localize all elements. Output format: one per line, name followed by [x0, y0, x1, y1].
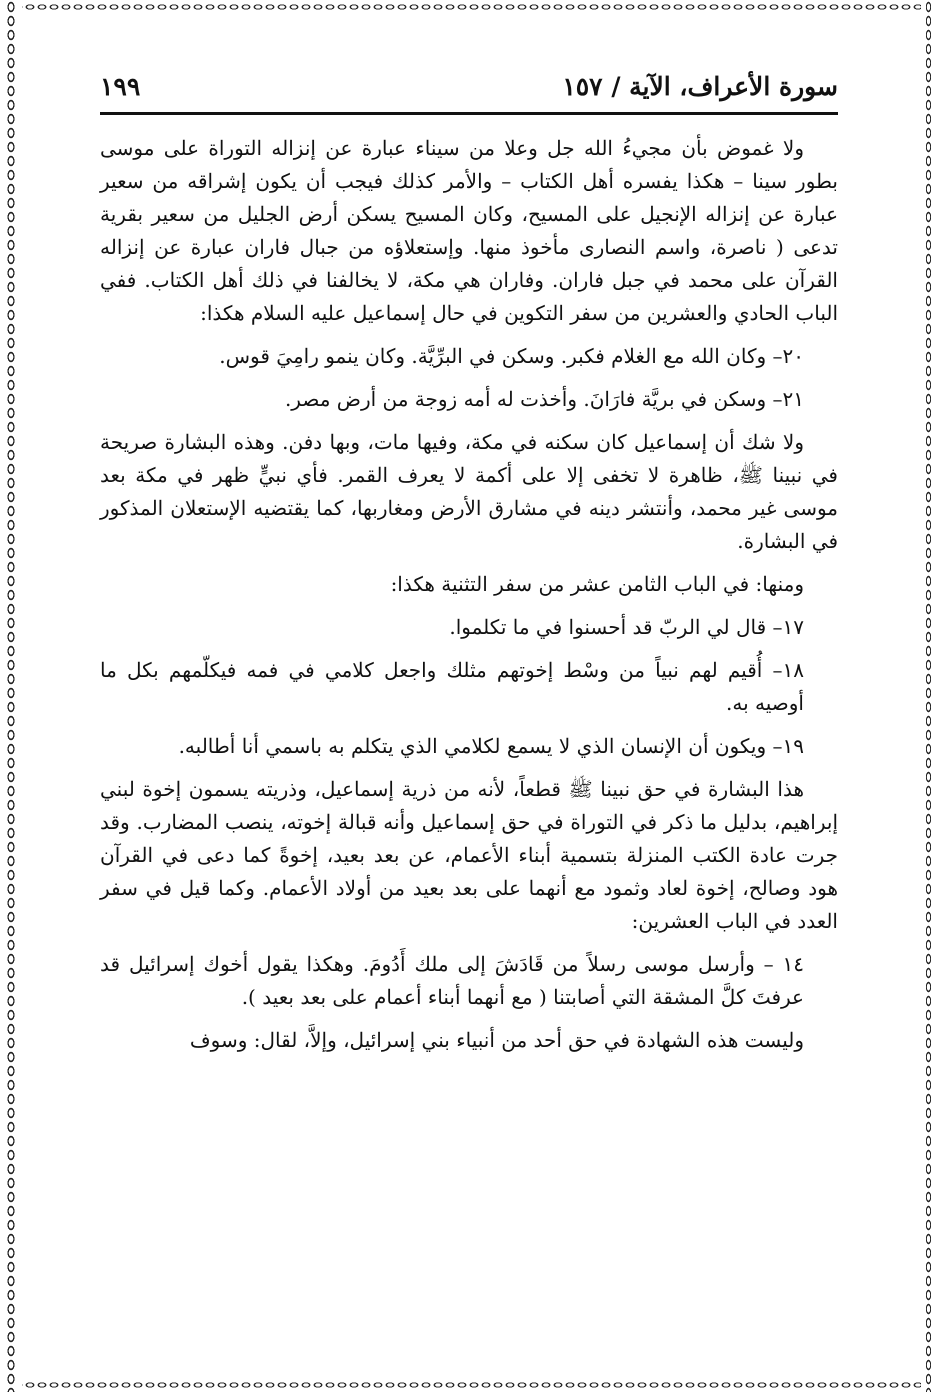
verse-18: ١٨– أُقيم لهم نبياً من وسْط إخوتهم مثلك واجعل كلامي في فمه فيكلّمهم بكل ما أوصيه به. — [100, 658, 804, 715]
paragraph-3: ومنها: في الباب الثامن عشر من سفر التثنية هكذا: — [390, 572, 804, 596]
verse-20: ٢٠– وكان الله مع الغلام فكبر. وسكن في البرِّيَّة. وكان ينمو رامِيَ قوس. — [219, 344, 804, 368]
paragraph-2: ولا شك أن إسماعيل كان سكنه في مكة، وفيها مات، وبها دفن. وهذه البشارة صريحة في نبينا ﷺ، ظاهرة لا تخفى إلا على أكمة لا يعرف القمر. فأي نبيٍّ ظهر في مكة بعد موسى غير محمد، وأنتشر دينه في مشارق الأرض ومغاربها، كما يقتضيه الإستعلان المذكور في البشارة. — [100, 430, 838, 553]
verse-21: ٢١– وسكن في بريَّة فارَانَ. وأخذت له أمه زوجة من أرض مصر. — [284, 387, 804, 411]
paragraph-1: ولا غموض بأن مجيءُ الله جل وعلا من سيناء عبارة عن إنزاله التوراة على موسى بطور سينا – هكذا يفسره أهل الكتاب – والأمر كذلك فيجب أن يكون إشراقه من سعير عبارة عن إنزاله الإنجيل على المسيح، وكان المسيح يسكن أرض الجليل من سعير بقرية تدعى ( ناصرة، واسم النصارى مأخوذ منها. وإستعلاؤه من جبال فاران عبارة عن إنزاله القرآن على محمد في جبل فاران. وفاران هي مكة، لا يخالفنا في ذلك أهل الكتاب. ففي الباب الحادي والعشرين من سفر التكوين في حال إسماعيل عليه السلام هكذا: — [100, 136, 839, 325]
paragraph-5: وليست هذه الشهادة في حق أحد من أنبياء بني إسرائيل، وإلاَّ، لقال: وسوف — [189, 1028, 804, 1052]
decorative-border-bottom — [0, 1378, 936, 1392]
decorative-border-left — [0, 0, 22, 1392]
header-rule — [100, 112, 838, 115]
page-number: ١٩٩ — [100, 72, 141, 101]
verse-17: ١٧– قال لي الربّ قد أحسنوا في ما تكلموا. — [449, 615, 804, 639]
running-header — [100, 64, 838, 108]
page-body — [100, 132, 838, 1057]
decorative-border-top — [0, 0, 936, 14]
decorative-border-right — [921, 0, 936, 1392]
chapter-title: سورة الأعراف، الآية / ١٥٧ — [562, 72, 838, 101]
paragraph-4: هذا البشارة في حق نبينا ﷺ قطعاً، لأنه من ذرية إسماعيل، وذريته يسمون إخوة لبني إبراهيم، بدليل ما ذكر في التوراة في حق إسماعيل وأنه قبالة إخوته، ينصب المضارب. وقد جرت عادة الكتب المنزلة بتسمية أبناء الأعمام، عن بعد بعيد، إخوةً كما دعى في القرآن هود وصالح، إخوة لعاد وثمود مع أنهما على بعد بعيد من أولاد الأعمام. وكما قيل في سفر العدد في الباب العشرين: — [100, 777, 838, 933]
verse-19: ١٩– ويكون أن الإنسان الذي لا يسمع لكلامي الذي يتكلم به باسمي أنا أطالبه. — [178, 734, 804, 758]
verse-14: ١٤ – وأرسل موسى رسلاً من قَادَشَ إلى ملك أَدُومَ. وهكذا يقول أخوك إسرائيل قد عرفتَ كلَّ المشقة التي أصابتنا ( مع أنهما أبناء أعمام على بعد بعيد ). — [100, 952, 804, 1009]
